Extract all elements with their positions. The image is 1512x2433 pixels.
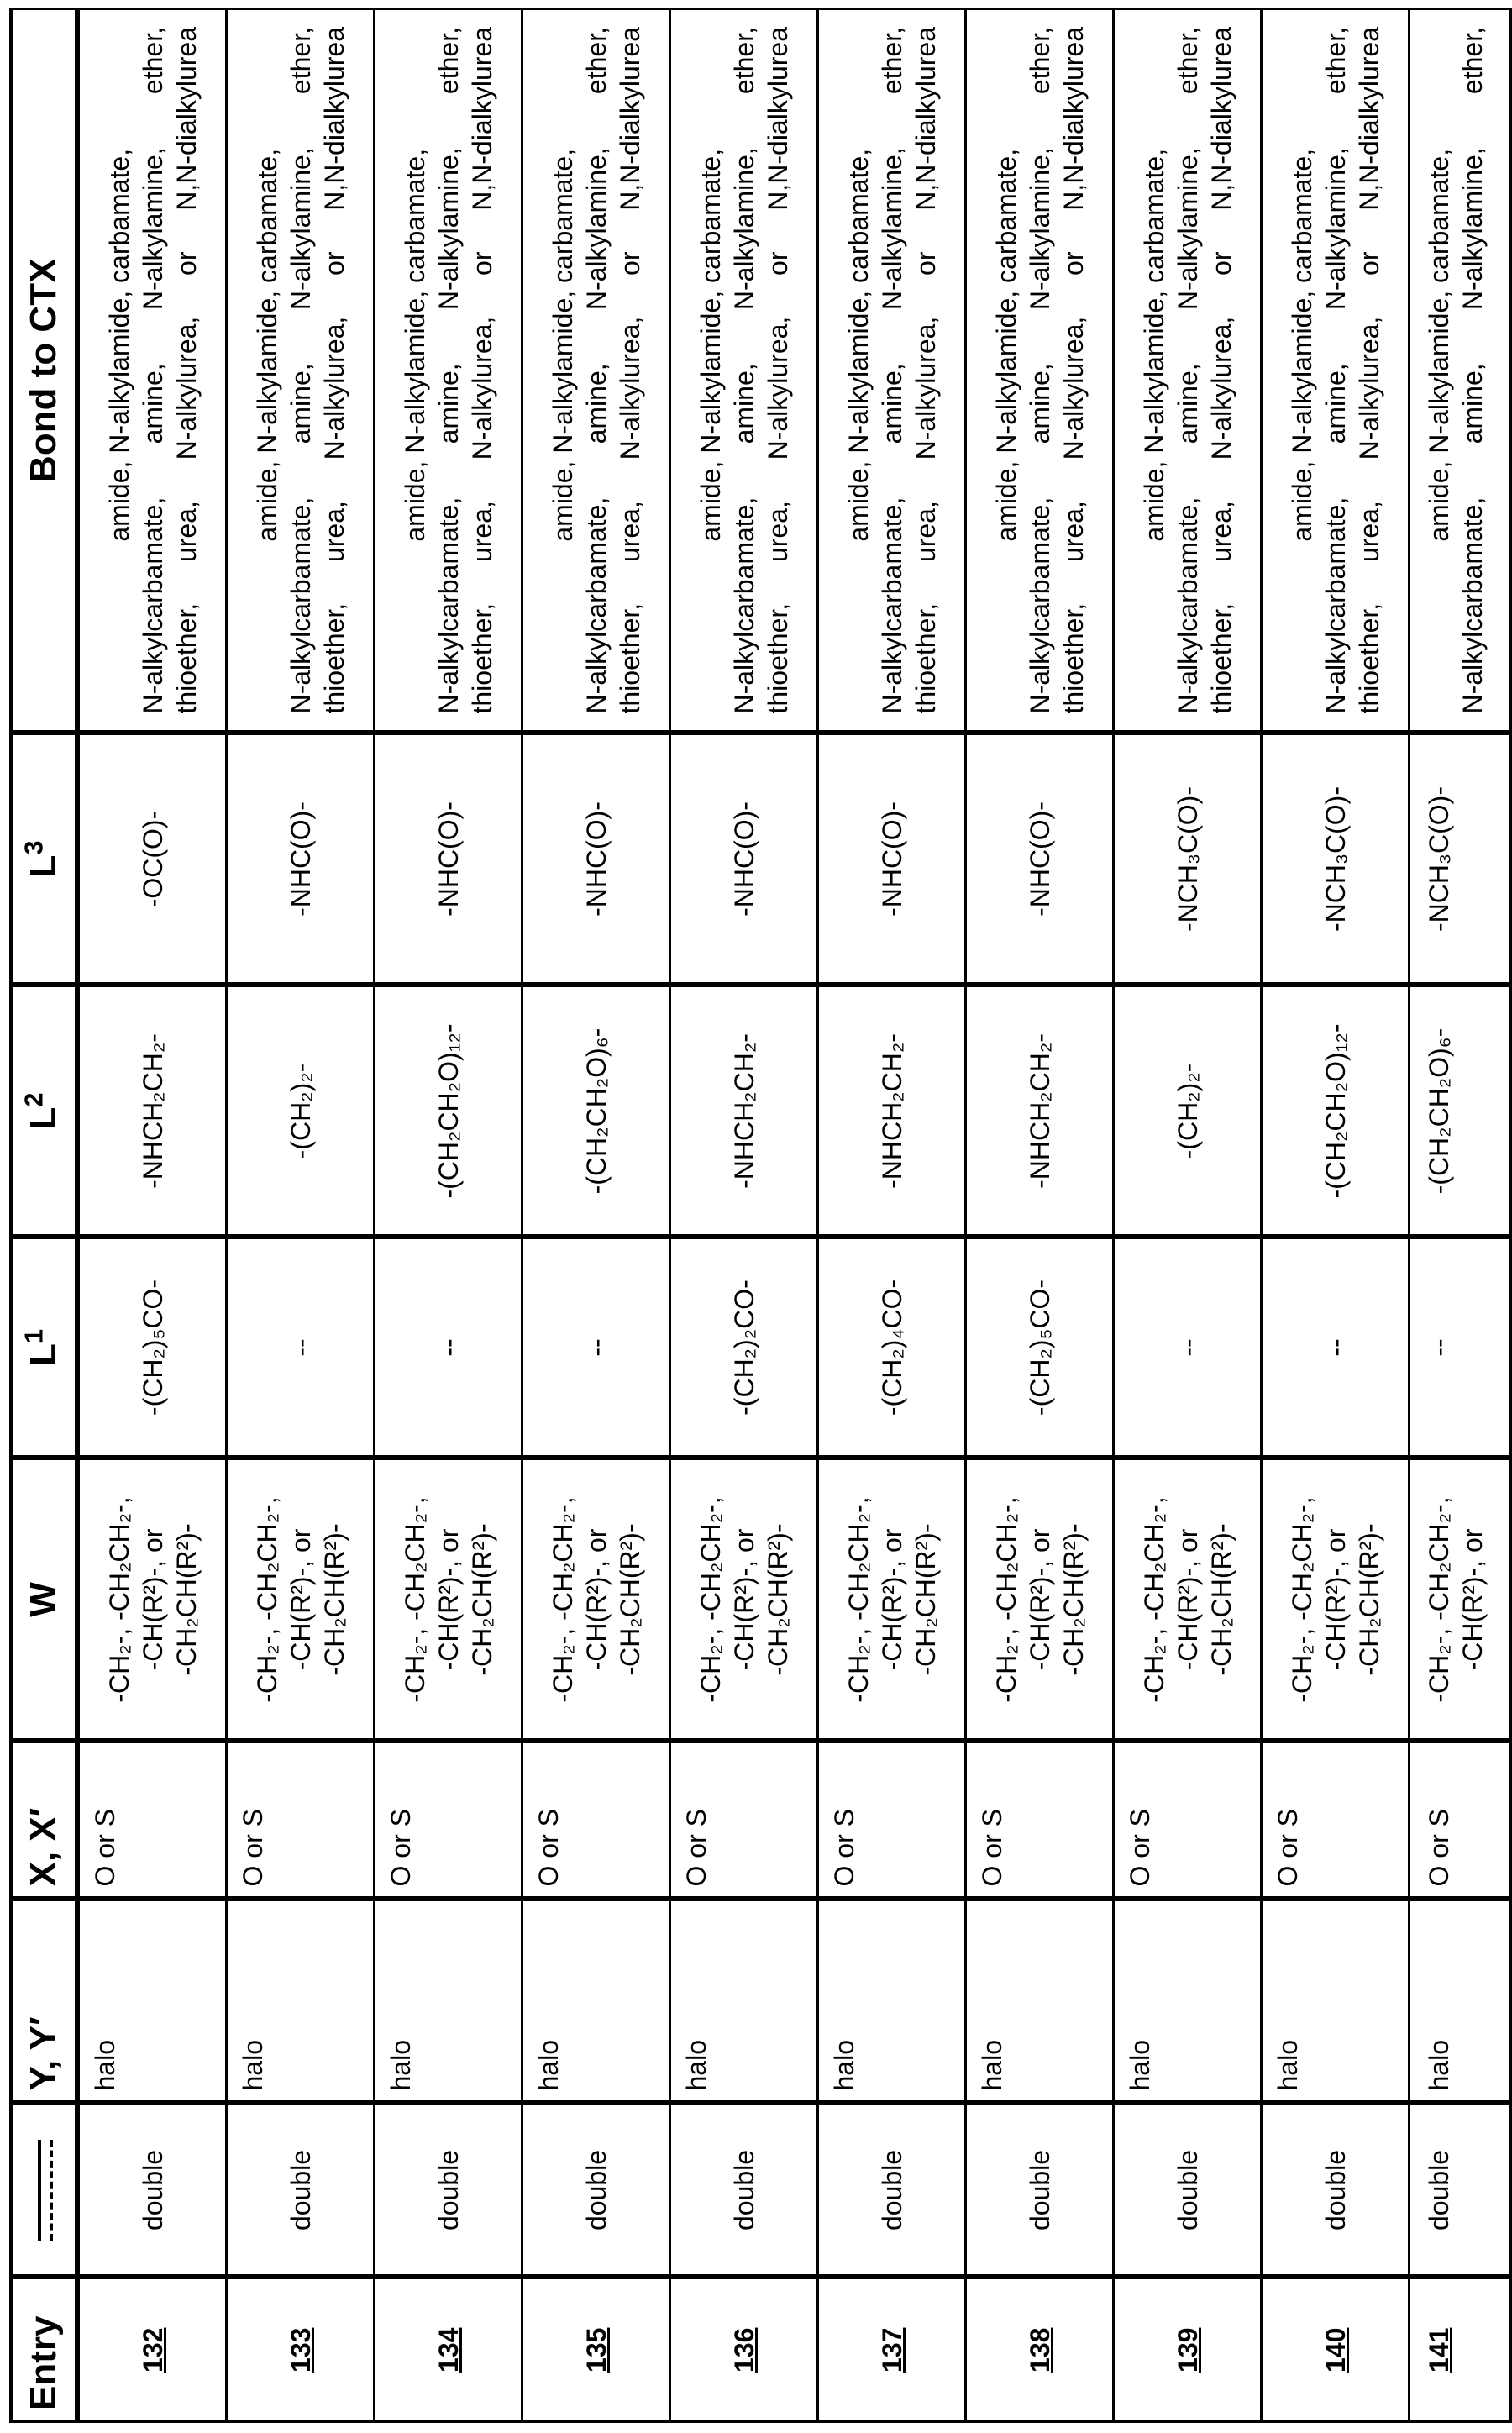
ctx-line: amide, N-alkylamide, carbamate, bbox=[103, 148, 134, 542]
entry-number bbox=[522, 2278, 670, 2422]
l3-cell: -NHC(O)- bbox=[818, 733, 966, 985]
ctx-line: amide, N-alkylamide, carbamate, bbox=[695, 148, 726, 542]
x-cell: O or S bbox=[670, 1742, 818, 1900]
bond-to-ctx-cell bbox=[818, 9, 966, 733]
bond-type-cell: double bbox=[818, 2104, 966, 2278]
table-row bbox=[1262, 9, 1410, 2422]
w-line: -CH₂CH(R²)- bbox=[1205, 1523, 1236, 1676]
entry-number-label: 139 bbox=[1172, 2327, 1203, 2373]
header-l3: $L^3$ bbox=[11, 733, 77, 985]
w-line: -CH(R²)-, or bbox=[285, 1528, 316, 1671]
ctx-line: amide, N-alkylamide, carbamate, bbox=[547, 148, 578, 542]
y-cell: halo bbox=[227, 1900, 375, 2104]
entry-number-label: 135 bbox=[580, 2327, 612, 2373]
entry-number bbox=[818, 2278, 966, 2422]
bond-type-cell: double bbox=[1410, 2104, 1511, 2278]
table-row bbox=[522, 9, 670, 2422]
l1-cell: -(CH₂)₄CO- bbox=[818, 1238, 966, 1458]
w-cell bbox=[375, 1458, 522, 1742]
x-cell: O or S bbox=[1262, 1742, 1410, 1900]
ctx-line: amide, N-alkylamide, carbamate, bbox=[1138, 148, 1169, 542]
w-line: -CH₂CH(R²)- bbox=[614, 1523, 645, 1676]
x-cell: O or S bbox=[966, 1742, 1114, 1900]
entry-number-label: 137 bbox=[876, 2327, 907, 2373]
ctx-line: N-alkylcarbamate, amine, N-alkylamine, ether, bbox=[876, 27, 907, 714]
header-x: X, X′ bbox=[11, 1742, 77, 1900]
double-or-single-bond-icon bbox=[38, 2140, 53, 2241]
w-line: -CH(R²)-, or bbox=[137, 1528, 168, 1671]
bond-to-ctx-cell bbox=[375, 9, 522, 733]
l3-cell: -NCH₃C(O)- bbox=[1262, 733, 1410, 985]
w-line: -CH₂CH(R²)- bbox=[171, 1523, 202, 1676]
ctx-line: amide, N-alkylamide, carbamate, bbox=[843, 148, 874, 542]
x-cell: O or S bbox=[1114, 1742, 1262, 1900]
w-line: -CH₂-, -CH₂CH₂-, bbox=[843, 1496, 874, 1703]
l2-cell: -NHCH₂CH₂- bbox=[818, 985, 966, 1238]
ctx-line: thioether, urea, N-alkylurea, or N,N-dialkylurea bbox=[614, 27, 645, 714]
entry-number-label: 132 bbox=[137, 2327, 168, 2373]
table-row bbox=[375, 9, 522, 2422]
entry-number bbox=[375, 2278, 522, 2422]
w-cell bbox=[670, 1458, 818, 1742]
w-cell bbox=[966, 1458, 1114, 1742]
header-l1: $L^1$ bbox=[11, 1238, 77, 1458]
bond-type-cell: double bbox=[670, 2104, 818, 2278]
ctx-line: thioether, urea, N-alkylurea, or N,N-dialkylurea bbox=[171, 27, 202, 714]
header-bond-symbol bbox=[11, 2104, 77, 2278]
table-row bbox=[227, 9, 375, 2422]
header-l2: $L^2$ bbox=[11, 985, 77, 1238]
w-line: -CH₂-, -CH₂CH₂-, bbox=[399, 1496, 430, 1703]
entry-number bbox=[1114, 2278, 1262, 2422]
compound-entries-table bbox=[9, 8, 1512, 2423]
l2-cell: -NHCH₂CH₂- bbox=[966, 985, 1114, 1238]
x-cell: O or S bbox=[227, 1742, 375, 1900]
l1-cell: -(CH₂)₅CO- bbox=[77, 1238, 227, 1458]
entry-number bbox=[227, 2278, 375, 2422]
w-cell bbox=[77, 1458, 227, 1742]
x-cell: O or S bbox=[522, 1742, 670, 1900]
y-cell: halo bbox=[375, 1900, 522, 2104]
l2-cell: -(CH₂CH₂O)₁₂- bbox=[375, 985, 522, 1238]
w-line: -CH₂-, -CH₂CH₂-, bbox=[1424, 1496, 1454, 1703]
ctx-line: N-alkylcarbamate, amine, N-alkylamine, ether, bbox=[728, 27, 759, 714]
entry-number-label: 134 bbox=[433, 2327, 464, 2373]
l3-cell: -NHC(O)- bbox=[966, 733, 1114, 985]
y-cell: halo bbox=[1410, 1900, 1511, 2104]
l3-cell: -NHC(O)- bbox=[375, 733, 522, 985]
y-cell: halo bbox=[966, 1900, 1114, 2104]
w-line: -CH₂CH(R²)- bbox=[1058, 1523, 1089, 1676]
entry-number-label: 140 bbox=[1320, 2327, 1351, 2373]
w-line: -CH(R²)-, or bbox=[1172, 1528, 1203, 1671]
ctx-line: thioether, urea, N-alkylurea, or N,N-dialkylurea bbox=[466, 27, 497, 714]
l2-cell: -NHCH₂CH₂- bbox=[670, 985, 818, 1238]
l3-cell: -OC(O)- bbox=[77, 733, 227, 985]
l1-cell: -- bbox=[1410, 1238, 1511, 1458]
rotated-table-page bbox=[9, 10, 1488, 2423]
w-line: -CH₂-, -CH₂CH₂-, bbox=[1286, 1496, 1317, 1703]
l2-cell: -(CH₂)₂- bbox=[1114, 985, 1262, 1238]
l2-cell: -(CH₂CH₂O)₆- bbox=[1410, 985, 1511, 1238]
bond-type-cell: double bbox=[522, 2104, 670, 2278]
l1-cell: -- bbox=[1114, 1238, 1262, 1458]
l3-cell: -NCH₃C(O)- bbox=[1410, 733, 1511, 985]
l3-cell: -NHC(O)- bbox=[670, 733, 818, 985]
w-line: -CH₂CH(R²)- bbox=[318, 1523, 349, 1676]
w-line: -CH₂-, -CH₂CH₂-, bbox=[695, 1496, 726, 1703]
table-row bbox=[77, 9, 227, 2422]
l3-cell: -NHC(O)- bbox=[227, 733, 375, 985]
entry-number-label: 138 bbox=[1024, 2327, 1055, 2373]
ctx-line: amide, N-alkylamide, carbamate, bbox=[399, 148, 430, 542]
l2-cell: -NHCH₂CH₂- bbox=[77, 985, 227, 1238]
ctx-line: N-alkylcarbamate, amine, N-alkylamine, ether, bbox=[1320, 27, 1351, 714]
l2-cell: -(CH₂CH₂O)₆- bbox=[522, 985, 670, 1238]
ctx-line: amide, N-alkylamide, carbamate, bbox=[251, 148, 282, 542]
ctx-line: N-alkylcarbamate, amine, N-alkylamine, ether, bbox=[137, 27, 168, 714]
bond-to-ctx-cell bbox=[522, 9, 670, 733]
entry-number-label: 141 bbox=[1424, 2327, 1454, 2373]
ctx-line: N-alkylcarbamate, amine, N-alkylamine, ether, bbox=[1172, 27, 1203, 714]
y-cell: halo bbox=[77, 1900, 227, 2104]
table-row bbox=[1114, 9, 1262, 2422]
y-cell: halo bbox=[522, 1900, 670, 2104]
entry-number bbox=[77, 2278, 227, 2422]
w-cell bbox=[1410, 1458, 1511, 1742]
header-bond-to-ctx: Bond to CTX bbox=[11, 9, 77, 733]
entry-number bbox=[1262, 2278, 1410, 2422]
w-line: -CH(R²)-, or bbox=[1320, 1528, 1351, 1671]
w-cell bbox=[1114, 1458, 1262, 1742]
l3-cell: -NHC(O)- bbox=[522, 733, 670, 985]
bond-to-ctx-cell bbox=[1262, 9, 1410, 733]
bond-to-ctx-cell bbox=[966, 9, 1114, 733]
ctx-line: amide, N-alkylamide, carbamate, bbox=[1286, 148, 1317, 542]
entry-number bbox=[966, 2278, 1114, 2422]
w-line: -CH(R²)-, or bbox=[876, 1528, 907, 1671]
w-line: -CH₂-, -CH₂CH₂-, bbox=[251, 1496, 282, 1703]
bond-to-ctx-cell bbox=[77, 9, 227, 733]
y-cell: halo bbox=[670, 1900, 818, 2104]
ctx-line: thioether, urea, N-alkylurea, or N,N-dialkylurea bbox=[762, 27, 793, 714]
bond-type-cell: double bbox=[966, 2104, 1114, 2278]
l1-cell: -(CH₂)₅CO- bbox=[966, 1238, 1114, 1458]
ctx-line: N-alkylcarbamate, amine, N-alkylamine, ether, bbox=[433, 27, 464, 714]
entry-number bbox=[1410, 2278, 1511, 2422]
w-line: -CH₂-, -CH₂CH₂-, bbox=[103, 1496, 134, 1703]
bond-type-cell: double bbox=[227, 2104, 375, 2278]
w-line: -CH₂-, -CH₂CH₂-, bbox=[990, 1496, 1021, 1703]
l1-cell: -- bbox=[522, 1238, 670, 1458]
ctx-line: amide, N-alkylamide, carbamate, bbox=[1424, 148, 1454, 542]
l2-cell: -(CH₂CH₂O)₁₂- bbox=[1262, 985, 1410, 1238]
w-cell bbox=[1262, 1458, 1410, 1742]
w-line: -CH(R²)-, or bbox=[728, 1528, 759, 1671]
l3-cell: -NCH₃C(O)- bbox=[1114, 733, 1262, 985]
x-cell: O or S bbox=[77, 1742, 227, 1900]
entry-number bbox=[670, 2278, 818, 2422]
y-cell: halo bbox=[1114, 1900, 1262, 2104]
w-line: -CH(R²)-, or bbox=[1457, 1528, 1488, 1671]
ctx-line: thioether, urea, N-alkylurea, or N,N-dialkylurea bbox=[1353, 27, 1384, 714]
l1-cell: -- bbox=[375, 1238, 522, 1458]
entry-number-label: 133 bbox=[285, 2327, 316, 2373]
bond-type-cell: double bbox=[375, 2104, 522, 2278]
bond-to-ctx-cell bbox=[1114, 9, 1262, 733]
bond-to-ctx-cell bbox=[1410, 9, 1511, 733]
w-line: -CH(R²)-, or bbox=[580, 1528, 612, 1671]
ctx-line: N-alkylcarbamate, amine, N-alkylamine, ether, bbox=[285, 27, 316, 714]
w-line: -CH₂-, -CH₂CH₂-, bbox=[1138, 1496, 1169, 1703]
table-row bbox=[670, 9, 818, 2422]
ctx-line: thioether, urea, N-alkylurea, or N,N-dialkylurea bbox=[1058, 27, 1089, 714]
w-cell bbox=[818, 1458, 966, 1742]
y-cell: halo bbox=[818, 1900, 966, 2104]
l1-cell: -(CH₂)₂CO- bbox=[670, 1238, 818, 1458]
ctx-line: amide, N-alkylamide, carbamate, bbox=[990, 148, 1021, 542]
entry-number-label: 136 bbox=[728, 2327, 759, 2373]
header-entry: Entry bbox=[11, 2278, 77, 2422]
l1-cell: -- bbox=[227, 1238, 375, 1458]
bond-type-cell: double bbox=[1114, 2104, 1262, 2278]
x-cell: O or S bbox=[1410, 1742, 1511, 1900]
ctx-line: N-alkylcarbamate, amine, N-alkylamine, ether, bbox=[580, 27, 612, 714]
table-row bbox=[966, 9, 1114, 2422]
header-y: Y, Y′ bbox=[11, 1900, 77, 2104]
ctx-line: N-alkylcarbamate, amine, N-alkylamine, ether, bbox=[1024, 27, 1055, 714]
bond-to-ctx-cell bbox=[227, 9, 375, 733]
bond-type-cell: double bbox=[1262, 2104, 1410, 2278]
l2-cell: -(CH₂)₂- bbox=[227, 985, 375, 1238]
ctx-line: thioether, urea, N-alkylurea, or N,N-dialkylurea bbox=[318, 27, 349, 714]
ctx-line: thioether, urea, N-alkylurea, or N,N-dialkylurea bbox=[910, 27, 941, 714]
header-w: W bbox=[11, 1458, 77, 1742]
table-row bbox=[818, 9, 966, 2422]
header-row bbox=[11, 9, 77, 2422]
w-line: -CH₂CH(R²)- bbox=[1353, 1523, 1384, 1676]
w-cell bbox=[227, 1458, 375, 1742]
w-line: -CH₂CH(R²)- bbox=[466, 1523, 497, 1676]
w-line: -CH(R²)-, or bbox=[433, 1528, 464, 1671]
y-cell: halo bbox=[1262, 1900, 1410, 2104]
w-line: -CH₂CH(R²)- bbox=[762, 1523, 793, 1676]
w-line: -CH(R²)-, or bbox=[1024, 1528, 1055, 1671]
l1-cell: -- bbox=[1262, 1238, 1410, 1458]
table-row bbox=[1410, 9, 1511, 2422]
w-line: -CH₂CH(R²)- bbox=[910, 1523, 941, 1676]
bond-to-ctx-cell bbox=[670, 9, 818, 733]
ctx-line: thioether, urea, N-alkylurea, or N,N-dialkylurea bbox=[1205, 27, 1236, 714]
x-cell: O or S bbox=[818, 1742, 966, 1900]
bond-type-cell: double bbox=[77, 2104, 227, 2278]
w-cell bbox=[522, 1458, 670, 1742]
w-line: -CH₂-, -CH₂CH₂-, bbox=[547, 1496, 578, 1703]
x-cell: O or S bbox=[375, 1742, 522, 1900]
ctx-line: N-alkylcarbamate, amine, N-alkylamine, ether, bbox=[1457, 27, 1488, 714]
